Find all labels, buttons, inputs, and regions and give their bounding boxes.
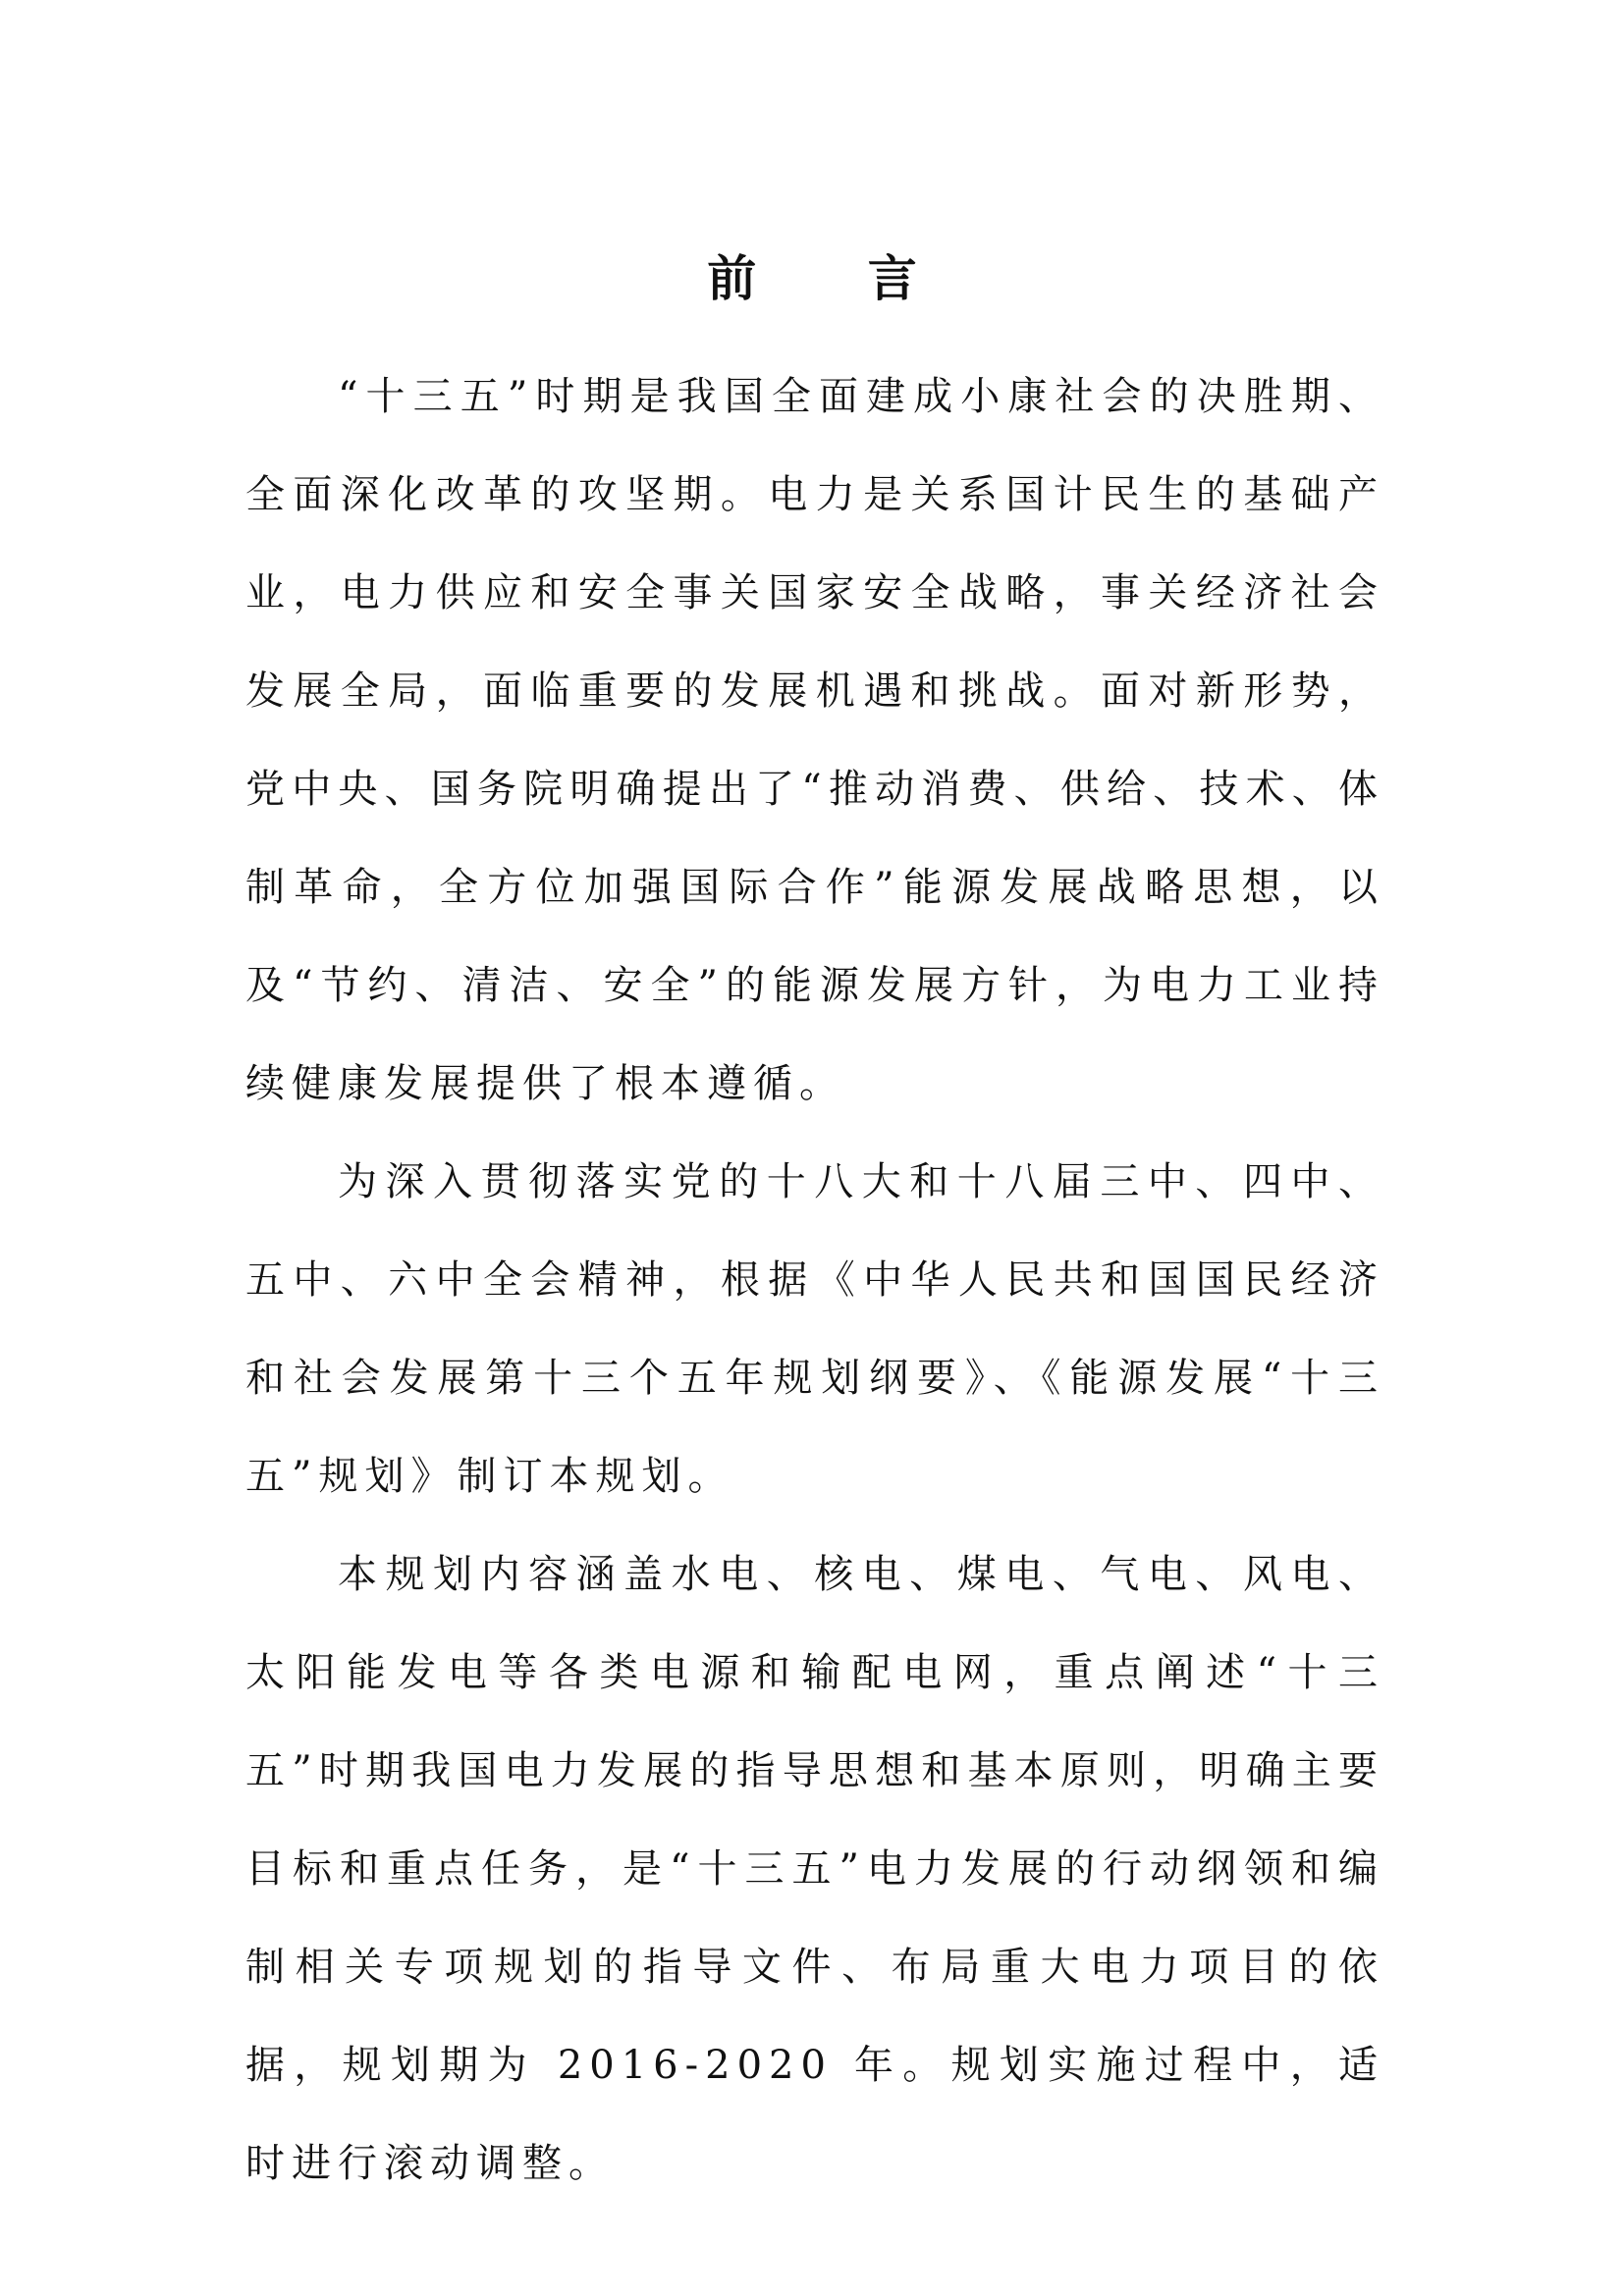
paragraph-2: 为深入贯彻落实党的十八大和十八届三中、四中、五中、六中全会精神，根据《中华人民共和国国民经济和社会发展第十三个五年规划纲要》、《能源发展“十三五”规划》制订本规划。 (245, 1159, 1384, 1499)
paragraph-1: “十三五”时期是我国全面建成小康社会的决胜期、全面深化改革的攻坚期。电力是关系国计民生的基础产业，电力供应和安全事关国家安全战略，事关经济社会发展全局，面临重要的发展机遇和挑战。面对新形势，党中央、国务院明确提出了“推动消费、供给、技术、体制革命，全方位加强国际合作”能源发展战略思想，以及“节约、清洁、安全”的能源发展方针，为电力工业持续健康发展提供了根本遵循。 (245, 374, 1384, 1106)
preface-body (245, 347, 1384, 2213)
page-title: 前 言 (707, 248, 964, 307)
paragraph-3: 本规划内容涵盖水电、核电、煤电、气电、风电、太阳能发电等各类电源和输配电网，重点阐述“十三五”时期我国电力发展的指导思想和基本原则，明确主要目标和重点任务，是“十三五”电力发展的行动纲领和编制相关专项规划的指导文件、布局重大电力项目的依据，规划期为 2016-2020 年。规划实施过程中，适时进行滚动调整。 (245, 1552, 1384, 2186)
